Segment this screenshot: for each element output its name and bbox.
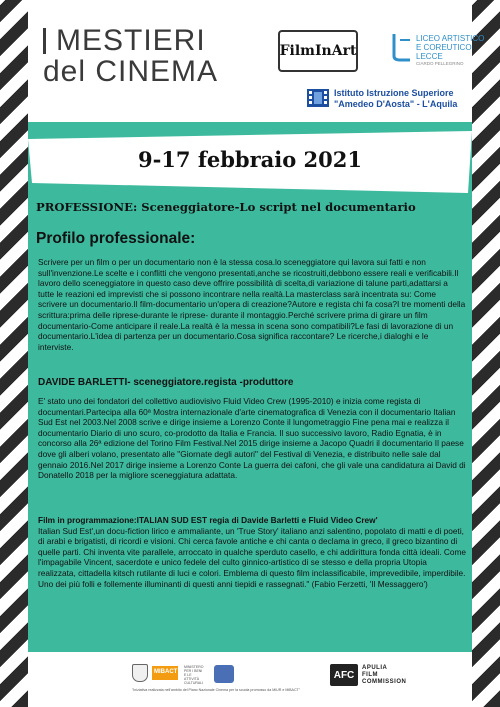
film-paragraph [38, 515, 466, 589]
person-heading: DAVIDE BARLETTI- sceneggiatore.regista -produttore [38, 377, 294, 388]
mibact-logo: MIBACT [152, 662, 178, 684]
film-review: Italian Sud Est',un docu-fiction lirico e ammaliante, un 'True Story' italiano anzi salentino, popolato di matti e di poeti, di arabi e brigatisti, di ricordi e visioni. Chi cerca favole antiche e chi canta o declama in greco, il greco bizantino di quelle parti. Chi inventa vite parallele, arroccato in qualche sperduto casello, e chi addirittura fonda città ideali. Come l'impagabile Vincent, sacerdote e unico fedele del culto ginnico-artistico di se stesso e della propria Utopia realizzata, cittadella kitsch rutilante di luci e colori. Emblema di questo film inclassificabile, imprevedibile, imperdibile. Uno dei più folli e follemente illuminanti di questi anni tiepidi e rassegnati." (Fabio Ferzetti, 'Il Messaggero') [38, 525, 466, 589]
liceo-mark-icon [390, 32, 414, 62]
profile-paragraph: Scrivere per un film o per un documentario non è la stessa cosa.lo sceneggiatore qui lavora sui fatti e non sull'invenzione.Le scelte e i conflitti che vengono presentati,anche se ricostruiti,debbono essere reali e verificabili.Il lavoro dello sceneggiatore in questo caso deve offrire possibilità di scelta,di variazione di talune parti,adattarsi a tutte le reazioni ed imprevisti che si possono incontrare nella realtà.La masterclass sarà incentrata su: Come scrivere un documentario.Il film-documentario un'opera di creazione?Autore e regista chi fa cosa?I tre momenti della scrittura:prima delle riprese-durante le riprese- durante il montaggio.Perché scrivere prima di girare un film documentario-Come anticipare il reale.La realtà è la messa in scena sono compatibili?Le fasi di lavorazione di un documentario.L'idea di partenza per un documentario.Cosa significa raccontare? Le ricerche,i dialoghi e le interviste. [38, 257, 466, 352]
filminart-logo-text: FilmInArt [279, 43, 357, 59]
istituto-line1: Istituto Istruzione Superiore [334, 88, 454, 98]
republic-emblem-icon [132, 664, 148, 682]
profession-heading: PROFESSIONE: Sceneggiatore-Lo script nel documentario [36, 200, 416, 214]
afc-logo: AFC [330, 664, 358, 686]
right-stripe-border [472, 0, 500, 707]
istituto-logo [306, 86, 476, 114]
afc-label: APULIA FILM COMMISSION [362, 665, 407, 685]
title-line1: MESTIERI [56, 24, 206, 57]
film-programming-lead: Film in programmazione:ITALIAN SUD EST regia di Davide Barletti e Fluid Video Crew' [38, 515, 378, 525]
liceo-name: LICEO ARTISTICO E COREUTICO LECCE [416, 34, 485, 61]
filminart-logo [278, 30, 358, 72]
left-stripe-border [0, 0, 28, 707]
liceo-subtitle: CIARDO PELLEGRINO [416, 61, 464, 66]
footer-footnote: "Iniziativa realizzata nell'ambito del Piano Nazionale Cinema per la scuola promosso da MIUR e MiBACT" [132, 688, 301, 692]
event-date: 9-17 febbraio 2021 [137, 147, 363, 172]
series-title [43, 26, 218, 88]
title-bar [43, 28, 46, 54]
footer [28, 652, 472, 707]
istituto-line2: "Amedeo D'Aosta" - L'Aquila [334, 99, 458, 109]
ministero-label: MINISTERO PER I BENI E LE ATTIVITÀ CULTURALI [184, 665, 204, 685]
profile-heading: Profilo professionale: [36, 230, 196, 247]
ministero-emblem-icon [214, 665, 234, 683]
header [28, 0, 485, 120]
film-reel-icon [306, 86, 330, 110]
bio-paragraph: E' stato uno dei fondatori del collettivo audiovisivo Fluid Video Crew (1995-2010) e inizia come regista di documentari.Partecipa alla 60ª Mostra internazionale d'arte cinematografica di Venezia con il documentario Italian Sud Est nel 2003.Nel 2008 scrive e dirige insieme a Lorenzo Conte il lungometraggio Fine pena mai e realizza il documentario Diario di uno scuro, co-prodotto da Italia e Francia. Il suo successivo lavoro, Radio Egnatia, è in concorso alla 26ª edizione del Torino Film Festival.Nel 2015 dirige insieme a Jacopo Quadri il documentario Il paese dove gli alberi volano, presentato alle "Giornate degli autori" del Festival di Venezia, e distribuito nelle sale dal gennaio 2016.Nel 2017 dirige insieme a Lorenzo Conte La guerra dei cafoni, che gli vale una candidatura ai David di Donatello 2018 per la migliore sceneggiatura adattata. [38, 396, 466, 481]
title-line2: del CINEMA [43, 55, 219, 88]
